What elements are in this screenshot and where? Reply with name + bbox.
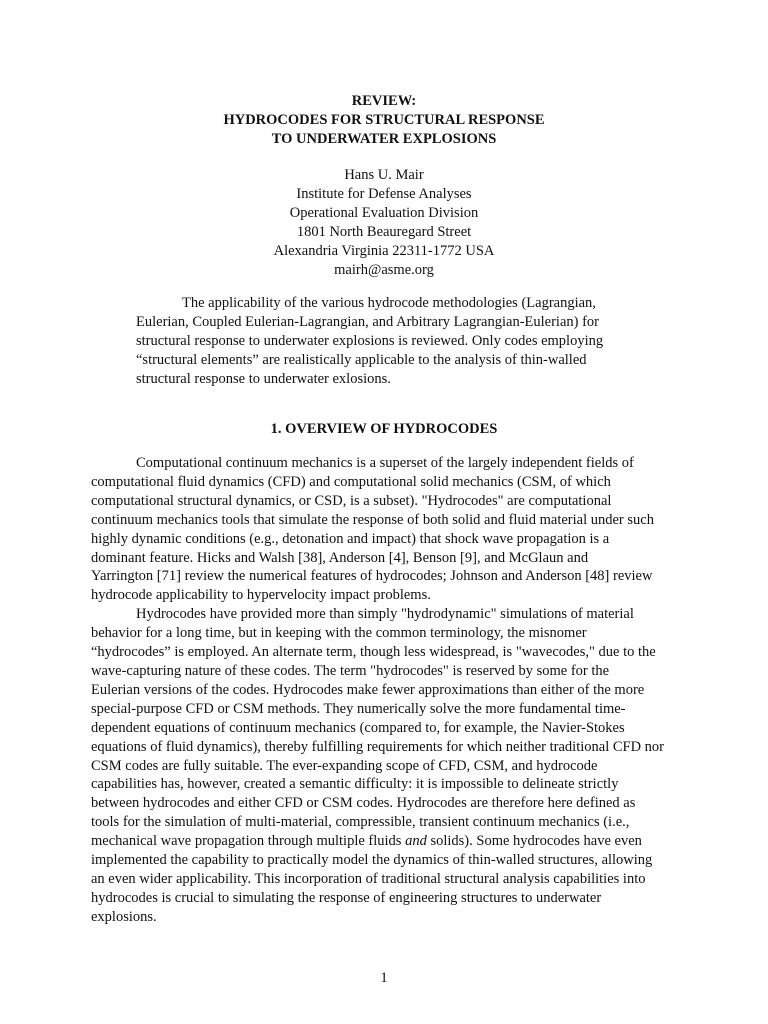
paragraph-line: continuum mechanics tools that simulate the response of both solid and fluid material under such — [91, 511, 654, 528]
paragraph-line: behavior for a long time, but in keeping with the common terminology, the misnomer — [91, 625, 587, 642]
author-email: mairh@asme.org — [334, 262, 434, 278]
section-body — [91, 454, 691, 927]
title-block — [0, 92, 768, 149]
paragraph-line: Eulerian versions of the codes. Hydrocodes make fewer approximations than either of the more — [91, 681, 645, 698]
author-division: Operational Evaluation Division — [289, 205, 479, 221]
paragraph-line: wave-capturing nature of these codes. The term "hydrocodes" is reserved by some for the — [91, 662, 610, 679]
paragraph-line: hydrocode applicability to hypervelocity impact problems. — [91, 587, 431, 604]
paragraph-line: tools for the simulation of multi-material, compressible, transient continuum mechanics (i.e., — [91, 814, 630, 831]
paragraph-line: hydrocodes is crucial to simulating the response of engineering structures to underwater — [91, 889, 602, 906]
author-institution: Institute for Defense Analyses — [296, 186, 472, 202]
paragraph-line: dominant feature. Hicks and Walsh [38], Anderson [4], Benson [9], and McGlaun and — [91, 549, 589, 566]
page-number: 1 — [380, 970, 388, 986]
paragraph-line: explosions. — [91, 908, 157, 925]
paragraph-line: equations of fluid dynamics), thereby fulfilling requirements for which neither traditional CFD nor — [91, 738, 665, 755]
paragraph-line: CSM codes are fully suitable. The ever-expanding scope of CFD, CSM, and hydrocode — [91, 757, 598, 774]
section-heading: 1. OVERVIEW OF HYDROCODES — [270, 421, 498, 437]
line-text-before: mechanical wave propagation through multiple fluids — [91, 833, 406, 850]
abstract-line: Eulerian, Coupled Eulerian-Lagrangian, and Arbitrary Lagrangian-Eulerian) for — [136, 314, 600, 330]
author-city: Alexandria Virginia 22311-1772 USA — [273, 243, 495, 259]
title-line-1: HYDROCODES FOR STRUCTURAL RESPONSE — [223, 112, 545, 128]
paragraph-line: “hydrocodes” is employed. An alternate term, though less widespread, is "wavecodes," due to the — [91, 644, 656, 661]
paragraph-line: dependent equations of continuum mechanics (compared to, for example, the Navier-Stokes — [91, 719, 625, 736]
paragraph-line-emphasis — [91, 832, 691, 851]
paragraph-line: capabilities has, however, created a semantic difficulty: it is impossible to delineate strictly — [91, 776, 619, 793]
review-label: REVIEW: — [351, 93, 417, 109]
paragraph-line: between hydrocodes and either CFD or CSM codes. Hydrocodes are therefore here defined as — [91, 795, 636, 812]
paragraph-line: implemented the capability to practically model the dynamics of thin-walled structures, allowing — [91, 852, 653, 869]
abstract-line: structural response to underwater explosions is reviewed. Only codes employing — [136, 333, 604, 349]
author-street: 1801 North Beauregard Street — [296, 224, 472, 240]
abstract-line: The applicability of the various hydrocode methodologies (Lagrangian, — [182, 295, 596, 311]
author-block — [0, 166, 768, 280]
paragraph-line: highly dynamic conditions (e.g., detonation and impact) that shock wave propagation is a — [91, 530, 610, 547]
paragraph-line: Hydrocodes have provided more than simply "hydrodynamic" simulations of material — [136, 606, 634, 623]
paragraph-line: an even wider applicability. This incorporation of traditional structural analysis capabilities into — [91, 870, 646, 887]
paragraph-line: Yarrington [71] review the numerical features of hydrocodes; Johnson and Anderson [48] review — [91, 568, 653, 585]
paragraph-line: special-purpose CFD or CSM methods. They numerically solve the more fundamental time- — [91, 700, 626, 717]
abstract-line: “structural elements” are realistically applicable to the analysis of thin-walled — [136, 352, 587, 368]
author-name: Hans U. Mair — [344, 167, 424, 183]
line-text-after: solids). Some hydrocodes have even — [426, 833, 642, 850]
paragraph-line: computational fluid dynamics (CFD) and computational solid mechanics (CSM, of which — [91, 473, 611, 490]
paragraph-line: computational structural dynamics, or CSD, is a subset). "Hydrocodes" are computational — [91, 492, 612, 509]
emphasis-and: and — [405, 833, 427, 850]
title-line-2: TO UNDERWATER EXPLOSIONS — [271, 131, 497, 147]
abstract-line: structural response to underwater exlosions. — [136, 371, 391, 387]
abstract — [136, 294, 656, 389]
paragraph-line: Computational continuum mechanics is a superset of the largely independent fields of — [136, 455, 634, 471]
